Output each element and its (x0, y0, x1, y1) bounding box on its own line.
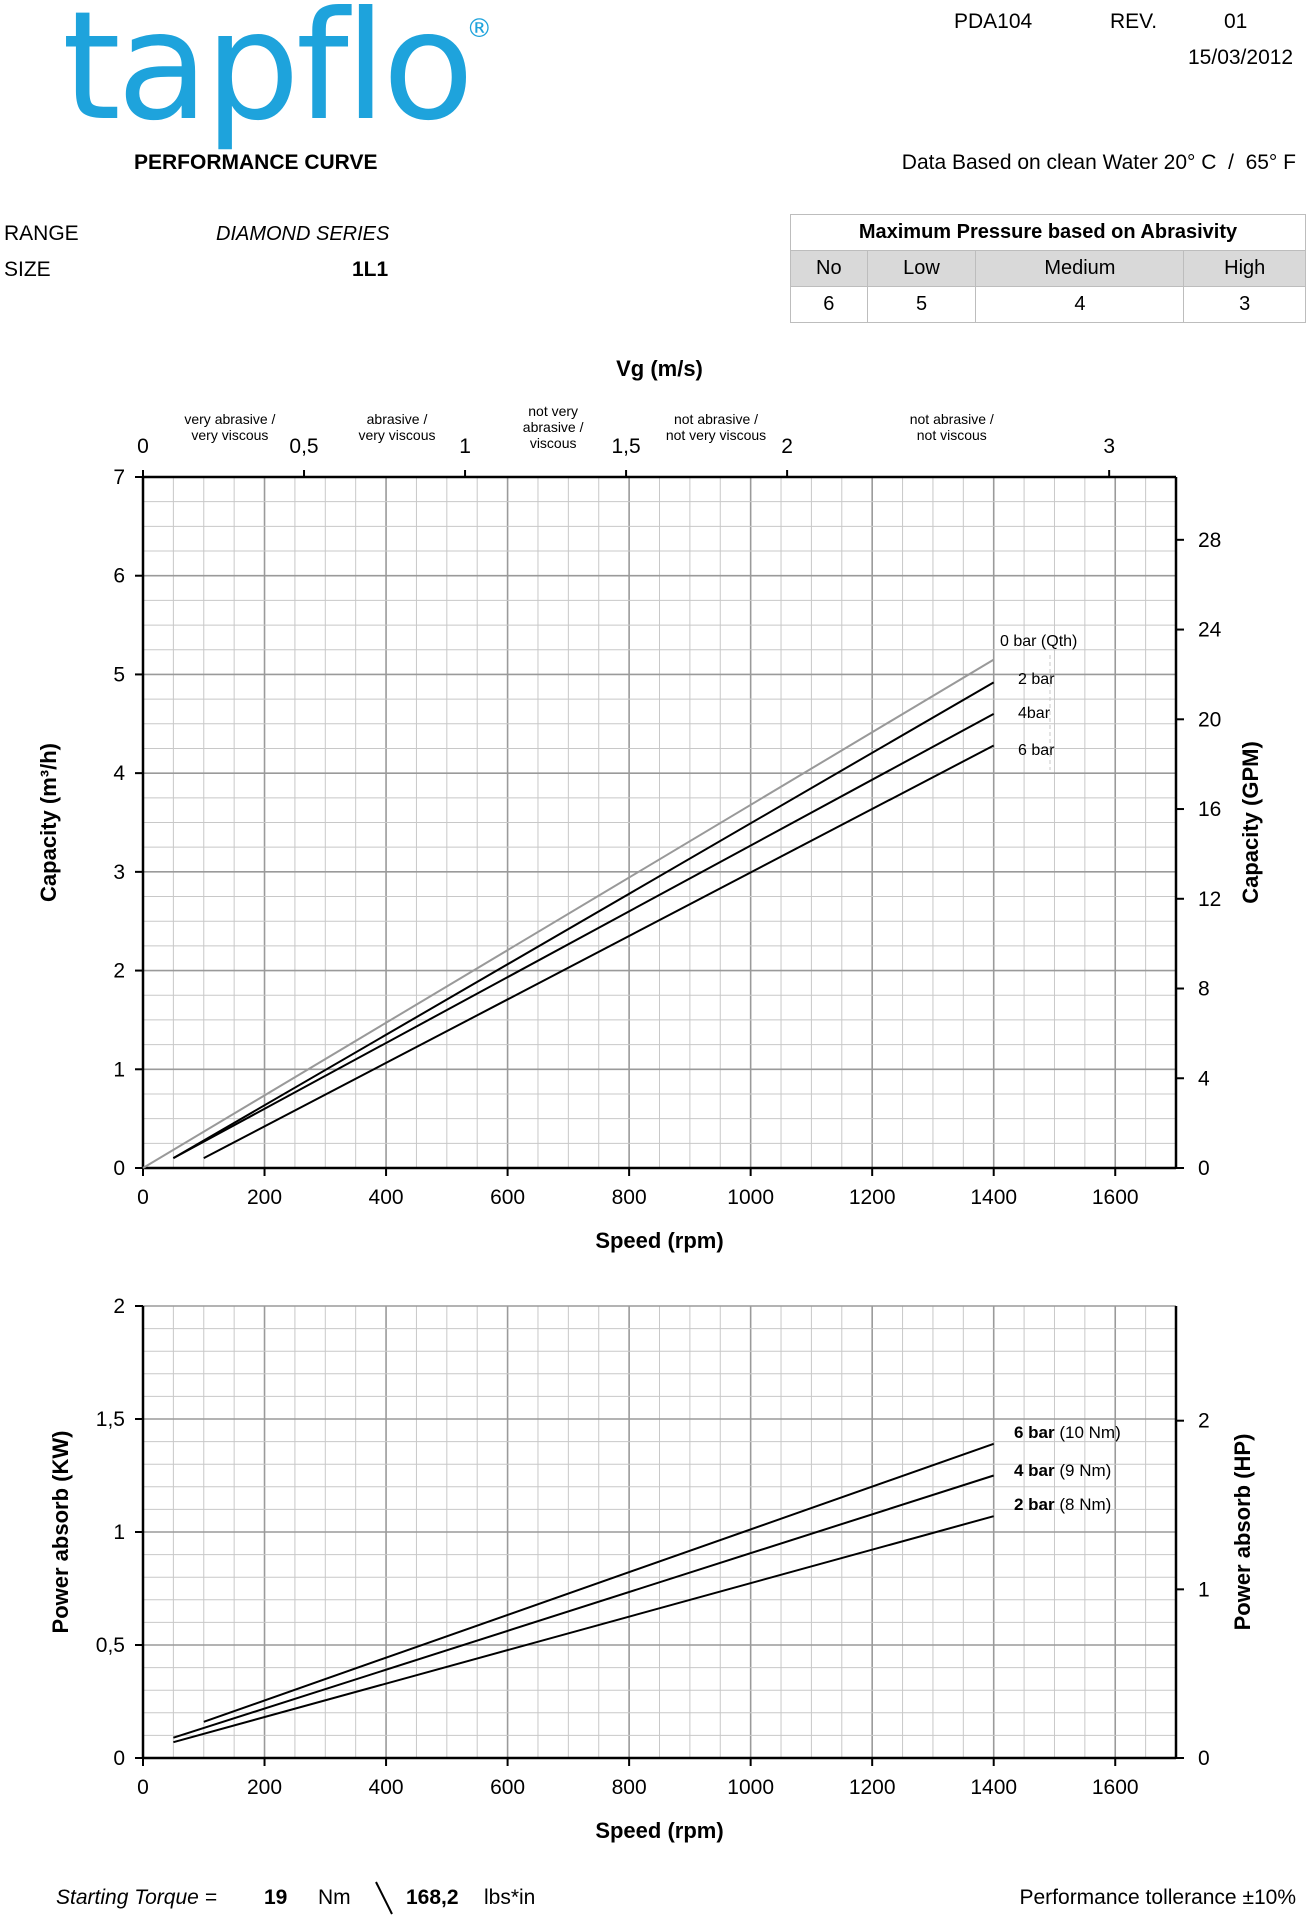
zone-label: very viscous (191, 427, 269, 443)
y-tick-label: 6 (113, 564, 125, 588)
size-value: 1L1 (352, 258, 389, 281)
data-basis: Data Based on clean Water 20° C / 65° F (901, 151, 1296, 174)
size-label: SIZE (4, 258, 51, 281)
page-title: PERFORMANCE CURVE (134, 151, 378, 174)
top-tick-label: 1,5 (611, 435, 641, 458)
abrasivity-value: 6 (791, 287, 868, 323)
series-label: 0 bar (Qth) (1000, 633, 1078, 650)
x-tick-label: 1600 (1091, 1186, 1139, 1209)
y2-tick-label: 0 (1198, 1747, 1210, 1770)
series-line (173, 1516, 993, 1742)
rev-number: 01 (1224, 10, 1248, 33)
abrasivity-header: No (791, 251, 868, 287)
torque-lbs: 168,2 (406, 1886, 459, 1909)
y2-tick-label: 16 (1198, 798, 1222, 822)
abrasivity-value: 3 (1184, 287, 1306, 323)
top-tick-label: 3 (1103, 435, 1116, 458)
y2-tick-label: 24 (1198, 618, 1222, 642)
x-axis-title: Speed (rpm) (595, 1818, 724, 1843)
y2-tick-label: 28 (1198, 528, 1222, 552)
rev-label: REV. (1110, 10, 1158, 33)
series-label: 2 bar (1018, 671, 1055, 688)
zone-label: not very viscous (665, 427, 767, 443)
x-tick-label: 1000 (727, 1186, 775, 1209)
y-tick-label: 4 (113, 762, 125, 786)
zone-label: not abrasive / (673, 411, 759, 427)
top-tick-label: 2 (781, 435, 793, 458)
zone-label: not viscous (916, 427, 987, 443)
x-tick-label: 1200 (848, 1186, 896, 1209)
y2-tick-label: 2 (1198, 1409, 1210, 1433)
series-label (1014, 1461, 1111, 1480)
x-tick-label: 200 (247, 1186, 283, 1209)
x-tick-label: 1600 (1091, 1776, 1139, 1799)
performance-tolerance: Performance tollerance ±10% (1019, 1886, 1296, 1909)
y2-tick-label: 4 (1198, 1067, 1210, 1091)
x-tick-label: 0 (137, 1186, 149, 1209)
y-tick-label: 0 (113, 1157, 125, 1180)
x-tick-label: 800 (611, 1186, 647, 1209)
range-value: DIAMOND SERIES (216, 223, 390, 245)
x-tick-label: 600 (490, 1776, 526, 1799)
registered-mark: ® (466, 14, 493, 44)
series-label-note: (9 Nm) (1059, 1461, 1112, 1480)
torque-nm: 19 (264, 1886, 288, 1909)
logo-text: tapflo (62, 0, 471, 154)
y2-tick-label: 0 (1198, 1157, 1210, 1180)
series-label: 6 bar (1018, 742, 1055, 759)
zone-label: abrasive / (366, 411, 428, 427)
top-tick-label: 1 (459, 435, 471, 458)
series-label (1014, 1423, 1121, 1442)
x-tick-label: 200 (247, 1776, 283, 1799)
y-tick-label: 3 (113, 860, 125, 884)
series-label-name: 6 bar (1014, 1423, 1060, 1442)
zone-label: very viscous (358, 427, 436, 443)
doc-date: 15/03/2012 (1188, 46, 1294, 69)
torque-lbs-unit: lbs*in (484, 1886, 536, 1909)
series-label-name: 4 bar (1014, 1461, 1060, 1480)
series-line (173, 714, 993, 1158)
abrasivity-value: 5 (867, 287, 976, 323)
y-axis-title: Capacity (m³/h) (36, 743, 61, 902)
zone-label: very abrasive / (184, 411, 276, 427)
abrasivity-header: Medium (976, 251, 1184, 287)
y2-tick-label: 8 (1198, 977, 1210, 1001)
x-tick-label: 1400 (970, 1186, 1018, 1209)
slash-divider (372, 1880, 396, 1916)
zone-label: not very (528, 403, 579, 419)
y2-tick-label: 20 (1198, 708, 1222, 732)
torque-label: Starting Torque = (56, 1886, 217, 1909)
y-tick-label: 1 (113, 1521, 125, 1544)
y-tick-label: 2 (113, 959, 125, 983)
range-label: RANGE (4, 222, 79, 245)
y-tick-label: 0,5 (95, 1634, 125, 1657)
series-line (173, 1476, 993, 1738)
top-axis-title: Vg (m/s) (616, 356, 703, 381)
x-tick-label: 1200 (848, 1776, 896, 1799)
top-tick-label: 0,5 (289, 435, 319, 458)
y2-tick-label: 12 (1198, 887, 1222, 911)
top-tick-label: 0 (137, 435, 149, 458)
abrasivity-caption: Maximum Pressure based on Abrasivity (791, 215, 1306, 251)
abrasivity-value: 4 (976, 287, 1184, 323)
abrasivity-header: High (1184, 251, 1306, 287)
zone-label: abrasive / (522, 419, 584, 435)
y2-axis-title: Power absorb (HP) (1230, 1433, 1255, 1631)
zone-label: not abrasive / (909, 411, 994, 427)
y-tick-label: 0 (113, 1747, 125, 1770)
y2-axis-title: Capacity (GPM) (1238, 741, 1263, 904)
x-tick-label: 1400 (970, 1776, 1018, 1799)
zone-label: viscous (529, 435, 577, 451)
y2-tick-label: 1 (1198, 1578, 1210, 1602)
y-tick-label: 1 (113, 1058, 125, 1082)
series-label: 4bar (1018, 705, 1051, 722)
x-tick-label: 600 (490, 1186, 526, 1209)
y-tick-label: 5 (113, 663, 125, 687)
y-tick-label: 7 (113, 466, 125, 489)
x-axis-title: Speed (rpm) (595, 1228, 724, 1253)
series-line (173, 682, 993, 1158)
x-tick-label: 0 (137, 1776, 149, 1799)
doc-code: PDA104 (954, 10, 1033, 33)
x-tick-label: 400 (368, 1186, 404, 1209)
y-tick-label: 1,5 (95, 1408, 125, 1431)
x-tick-label: 800 (611, 1776, 647, 1799)
series-label-note: (10 Nm) (1059, 1423, 1121, 1442)
series-label-name: 2 bar (1014, 1495, 1060, 1514)
x-tick-label: 400 (368, 1776, 404, 1799)
x-tick-label: 1000 (727, 1776, 775, 1799)
series-label-note: (8 Nm) (1059, 1495, 1112, 1514)
abrasivity-header: Low (867, 251, 976, 287)
y-axis-title: Power absorb (KW) (48, 1430, 73, 1634)
y-tick-label: 2 (113, 1295, 125, 1318)
series-label (1014, 1495, 1111, 1514)
torque-nm-unit: Nm (318, 1886, 351, 1909)
